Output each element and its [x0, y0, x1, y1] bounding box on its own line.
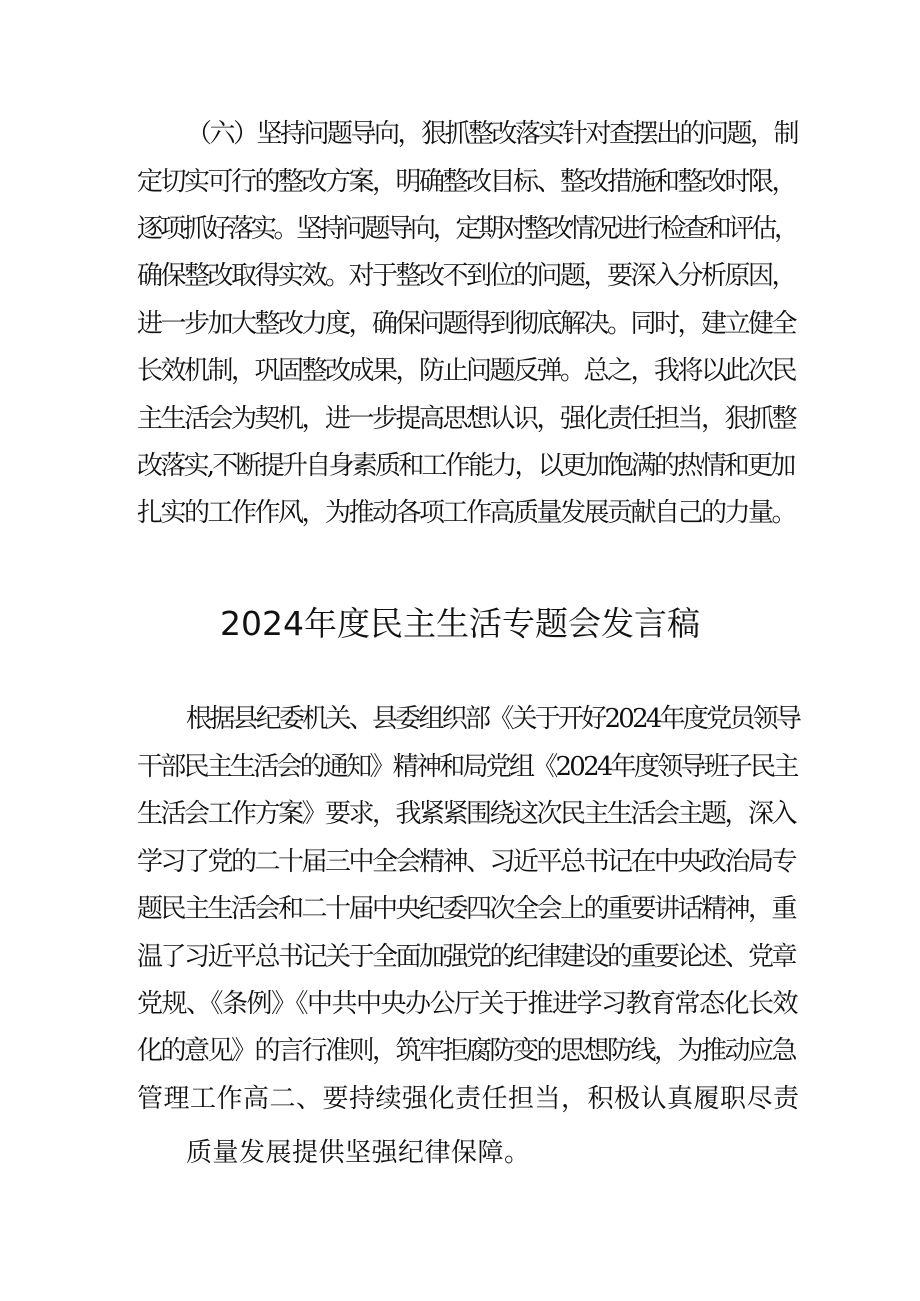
paragraph-line: 扎实的工作作风，为推动各项工作高质量发展贡献自己的力量。: [137, 498, 796, 528]
paragraph-line: 温了习近平总书记关于全面加强党的纪律建设的重要论述、党章: [137, 942, 796, 972]
paragraph-line: 质量发展提供坚强纪律保障。: [186, 1138, 531, 1168]
paragraph-line: 改落实,不断提升自身素质和工作能力，以更加饱满的热情和更加: [137, 451, 794, 481]
paragraph-line: 管理工作高二、要持续强化责任担当，积极认真履职尽责: [137, 1084, 800, 1114]
paragraph-line: 生活会工作方案》要求，我紧紧围绕这次民主生活会主题，深入: [137, 799, 796, 829]
paragraph-line: （六）坚持问题导向，狠抓整改落实针对查摆出的问题，制: [186, 119, 798, 149]
paragraph-line: 确保整改取得实效。对于整改不到位的问题，要深入分析原因，: [137, 261, 796, 291]
paragraph-line: 学习了党的二十届三中全会精神、习近平总书记在中央政治局专: [137, 847, 796, 877]
document-title: 2024年度民主生活专题会发言稿: [220, 604, 700, 643]
paragraph-line: 干部民主生活会的通知》精神和局党组《2024年度领导班子民主: [137, 752, 797, 782]
paragraph-line: 化的意见》的言行准则，筑牢拒腐防变的思想防线，为推动应急: [137, 1036, 796, 1066]
paragraph-line: 定切实可行的整改方案，明确整改目标、整改措施和整改时限，: [137, 167, 796, 197]
paragraph-line: 进一步加大整改力度，确保问题得到彻底解决。同时，建立健全: [137, 309, 796, 339]
paragraph-line: 根据县纪委机关、县委组织部《关于开好2024年度党员领导: [186, 704, 800, 734]
paragraph-line: 逐项抓好落实。坚持问题导向，定期对整改情况进行检查和评估，: [137, 214, 797, 244]
paragraph-line: 长效机制，巩固整改成果，防止问题反弹。总之，我将以此次民: [137, 356, 796, 386]
paragraph-line: 主生活会为契机，进一步提高思想认识，强化责任担当，狠抓整: [137, 404, 796, 434]
paragraph-line: 党规、《条例》《中共中央办公厅关于推进学习教育常态化长效: [137, 989, 798, 1019]
paragraph-line: 题民主生活会和二十届中央纪委四次全会上的重要讲话精神，重: [137, 894, 796, 924]
